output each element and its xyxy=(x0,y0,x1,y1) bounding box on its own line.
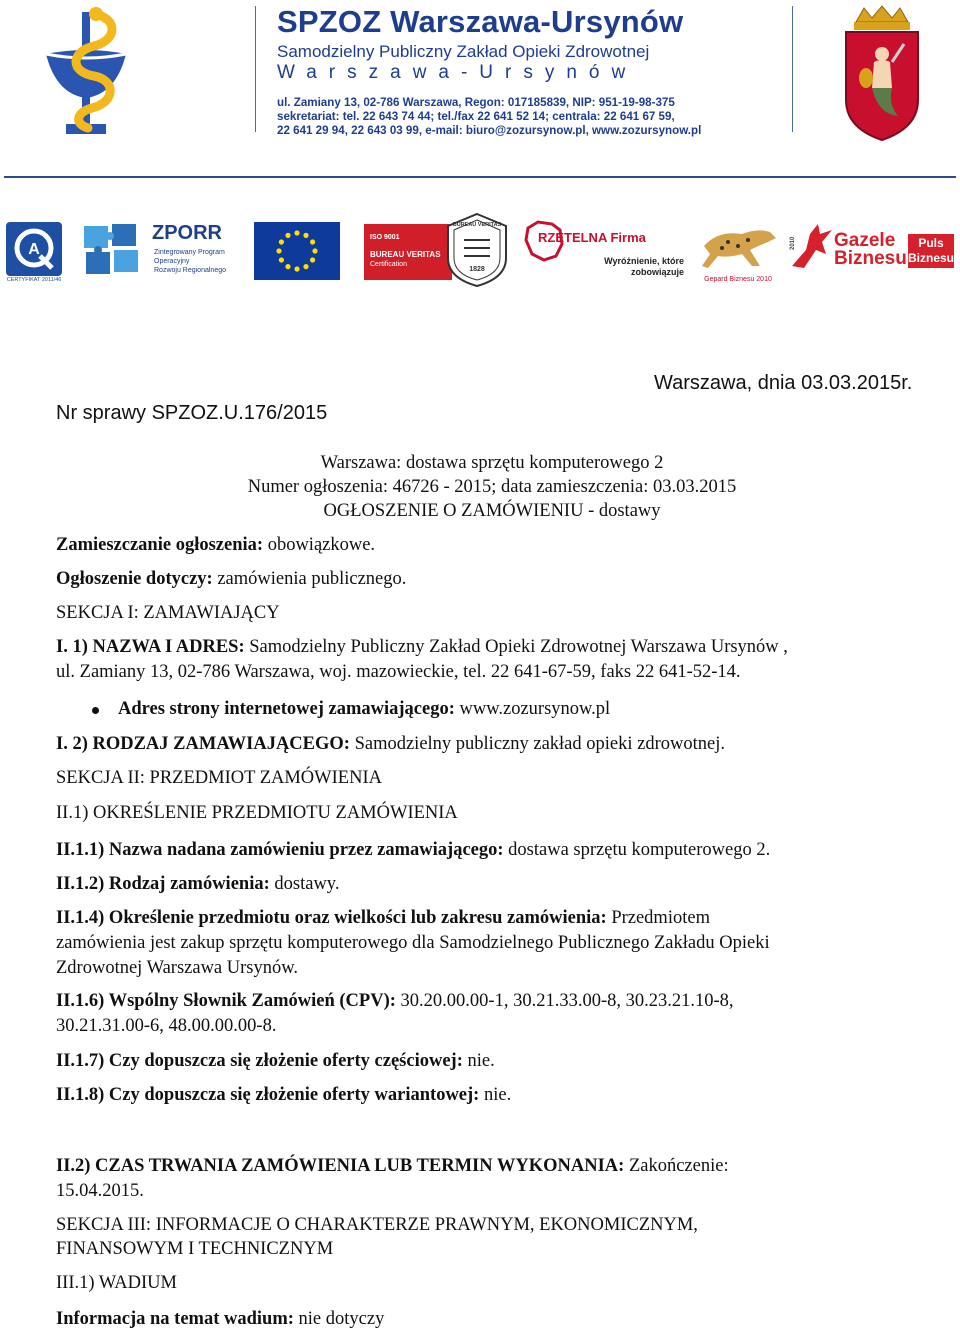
s1-address-line-2: ul. Zamiany 13, 02-786 Warszawa, woj. mazowieckie, tel. 22 641-67-59, faks 22 641-52-14. xyxy=(56,662,741,682)
s1-type xyxy=(56,733,725,755)
gazele-biznesu-badge xyxy=(788,220,956,284)
zporr-line-1: Zintegrowany Program xyxy=(154,249,225,256)
concerns-value: zamówienia publicznego. xyxy=(217,569,407,589)
bv-seal-year: 1828 xyxy=(469,266,485,273)
gazele-line-1: Gazele xyxy=(834,230,896,251)
letterhead xyxy=(0,0,960,180)
org-subtitle: Samodzielny Publiczny Zakład Opieki Zdrowotnej xyxy=(277,42,650,61)
eu-star-icon xyxy=(276,248,281,253)
address-line-2: sekretariat: tel. 22 643 74 44; tel./fax 22 641 52 14; centrala: 22 641 67 59, xyxy=(277,110,675,123)
s2-1-4-line-3: Zdrowotnej Warszawa Ursynów. xyxy=(56,958,299,978)
section-1-heading: SEKCJA I: ZAMAWIAJĄCY xyxy=(56,603,280,623)
s2-1-7-label: II.1.7) Czy dopuszcza się złożenie oferty częściowej: xyxy=(56,1051,463,1071)
s2-1-2-value: dostawy. xyxy=(274,874,340,894)
header-divider-right xyxy=(792,6,793,132)
zporr-title: ZPORR xyxy=(152,222,222,244)
eu-flag-icon xyxy=(254,222,340,280)
zporr-text xyxy=(154,248,226,275)
s2-1-4-value: Przedmiotem xyxy=(611,908,710,928)
org-name: SPZOZ Warszawa-Ursynów xyxy=(277,4,684,39)
section-2-heading: SEKCJA II: PRZEDMIOT ZAMÓWIENIA xyxy=(56,768,382,788)
gazele-text xyxy=(834,232,907,268)
header-divider-left xyxy=(255,6,256,132)
eu-star-icon xyxy=(285,233,290,238)
s1-2-value: Samodzielny publiczny zakład opieki zdrowotnej. xyxy=(354,734,725,754)
s2-1-2 xyxy=(56,873,339,895)
website-line xyxy=(118,698,610,720)
bullet-icon xyxy=(92,707,99,714)
s2-1-6-label: II.1.6) Wspólny Słownik Zamówień (CPV): xyxy=(56,991,396,1011)
s1-name-address xyxy=(56,636,788,658)
wadium-label: Informacja na temat wadium: xyxy=(56,1309,294,1329)
eu-star-icon xyxy=(294,266,299,271)
notice-title-line-1: Warszawa: dostawa sprzętu komputerowego 2 xyxy=(320,453,664,473)
puls-biznesu-badge xyxy=(908,234,954,268)
bv-certification-label: Certification xyxy=(370,261,407,268)
s2-2-line-2: 15.04.2015. xyxy=(56,1181,144,1201)
section-3-heading-line-2: FINANSOWYM I TECHNICZNYM xyxy=(56,1239,334,1259)
gazele-year: 2010 xyxy=(790,236,796,250)
s2-1-6-line-2: 30.21.31.00-6, 48.00.00.00-8. xyxy=(56,1016,277,1036)
rzetelna-text xyxy=(594,256,684,278)
notice-title-line-2: Numer ogłoszenia: 46726 - 2015; data zamieszczenia: 03.03.2015 xyxy=(247,477,737,497)
document-date: Warszawa, dnia 03.03.2015r. xyxy=(654,372,913,394)
warsaw-mermaid-coat-of-arms-icon xyxy=(838,4,926,144)
s1-1-value: Samodzielny Publiczny Zakład Opieki Zdrowotnej Warszawa Ursynów , xyxy=(249,637,788,657)
wadium-value: nie dotyczy xyxy=(298,1309,385,1329)
puzzle-icon xyxy=(82,220,142,280)
eu-star-icon xyxy=(312,248,317,253)
rzetelna-line-1: Wyróżnienie, które xyxy=(604,256,684,266)
svg-text:A: A xyxy=(28,241,40,258)
eu-star-icon xyxy=(279,257,284,262)
bureau-veritas-iso-badge xyxy=(364,224,452,280)
eu-star-icon xyxy=(303,264,308,269)
website-label: Adres strony internetowej zamawiającego: xyxy=(118,699,455,719)
s2-2 xyxy=(56,1155,729,1177)
notice-concerns xyxy=(56,568,406,590)
gazele-line-2: Biznesu xyxy=(834,248,907,269)
s2-1-2-label: II.1.2) Rodzaj zamówienia: xyxy=(56,874,270,894)
s2-1-4 xyxy=(56,907,710,929)
obligatory-label: Zamieszczanie ogłoszenia: xyxy=(56,535,264,555)
gepard-label: Gepard Biznesu 2010 xyxy=(704,276,772,283)
org-address xyxy=(277,96,701,138)
eu-star-icon xyxy=(279,239,284,244)
header-rule xyxy=(4,176,956,178)
s3-1-heading: III.1) WADIUM xyxy=(56,1273,177,1293)
address-line-1: ul. Zamiany 13, 02-786 Warszawa, Regon: 017185839, NIP: 951-19-98-375 xyxy=(277,96,675,109)
eu-star-icon xyxy=(310,239,315,244)
bv-name-label: BUREAU VERITAS xyxy=(370,250,441,259)
s2-1-6-value: 30.20.00.00-1, 30.21.33.00-8, 30.23.21.10-8, xyxy=(400,991,734,1011)
eu-star-icon xyxy=(285,264,290,269)
puls-line-2: Biznesu xyxy=(908,251,955,265)
s2-1-1-label: II.1.1) Nazwa nadana zamówieniu przez zamawiającego: xyxy=(56,840,504,860)
quality-q-icon xyxy=(6,222,62,276)
s2-1-heading: II.1) OKREŚLENIE PRZEDMIOTU ZAMÓWIENIA xyxy=(56,803,458,823)
bureau-veritas-seal xyxy=(444,212,510,288)
bv-seal-top: BUREAU VERITAS xyxy=(452,222,502,228)
obligatory-publication xyxy=(56,534,375,556)
concerns-label: Ogłoszenie dotyczy: xyxy=(56,569,213,589)
s2-2-value: Zakończenie: xyxy=(628,1156,729,1176)
rzetelna-title: RZETELNA Firma xyxy=(538,230,646,245)
org-city: Warszawa-Ursynów xyxy=(277,62,638,83)
bv-iso-label: ISO 9001 xyxy=(370,234,400,241)
s2-1-1 xyxy=(56,839,770,861)
eu-star-icon xyxy=(303,233,308,238)
quality-certificate-badge xyxy=(6,222,62,286)
certification-strip xyxy=(0,212,960,292)
eu-star-icon xyxy=(294,230,299,235)
s2-1-4-label: II.1.4) Określenie przedmiotu oraz wielkości lub zakresu zamówienia: xyxy=(56,908,607,928)
s1-2-label: I. 2) RODZAJ ZAMAWIAJĄCEGO: xyxy=(56,734,350,754)
section-3-heading-line-1: SEKCJA III: INFORMACJE O CHARAKTERZE PRAWNYM, EKONOMICZNYM, xyxy=(56,1215,698,1235)
puls-line-1: Puls xyxy=(918,236,944,250)
s2-1-6 xyxy=(56,990,734,1012)
rzetelna-line-2: zobowiązuje xyxy=(630,267,684,277)
pharmacy-snake-bowl-logo-icon xyxy=(36,6,136,144)
gepard-biznesu-badge xyxy=(698,216,778,288)
s2-1-8-value: nie. xyxy=(483,1085,512,1105)
cheetah-icon xyxy=(698,216,778,272)
s2-1-8 xyxy=(56,1084,511,1106)
notice-title-line-3: OGŁOSZENIE O ZAMÓWIENIU - dostawy xyxy=(323,501,661,521)
s2-1-4-line-2: zamówienia jest zakup sprzętu komputerowego dla Samodzielnego Publicznego Zakładu Opieki xyxy=(56,933,770,953)
q-cert-label: CERTYFIKAT 2011/46 xyxy=(6,277,62,283)
obligatory-value: obowiązkowe. xyxy=(267,535,376,555)
s2-1-1-value: dostawa sprzętu komputerowego 2. xyxy=(508,840,771,860)
rzetelna-firma-badge xyxy=(524,218,690,286)
s2-1-7 xyxy=(56,1050,495,1072)
s2-2-label: II.2) CZAS TRWANIA ZAMÓWIENIA LUB TERMIN WYKONANIA: xyxy=(56,1156,625,1176)
website-value: www.zozursynow.pl xyxy=(459,699,611,719)
case-number: Nr sprawy SPZOZ.U.176/2015 xyxy=(56,402,328,424)
s2-1-7-value: nie. xyxy=(467,1051,495,1071)
wadium-info xyxy=(56,1308,384,1330)
zporr-logo xyxy=(82,220,232,282)
s2-1-8-label: II.1.8) Czy dopuszcza się złożenie oferty wariantowej: xyxy=(56,1085,480,1105)
zporr-line-2: Operacyjny xyxy=(154,258,190,265)
eu-star-icon xyxy=(310,257,315,262)
s1-1-label: I. 1) NAZWA I ADRES: xyxy=(56,637,245,657)
zporr-line-3: Rozwoju Regionalnego xyxy=(154,267,226,274)
address-line-3: 22 641 29 94, 22 643 03 99, e-mail: biuro@zozursynow.pl, www.zozursynow.pl xyxy=(277,124,702,137)
